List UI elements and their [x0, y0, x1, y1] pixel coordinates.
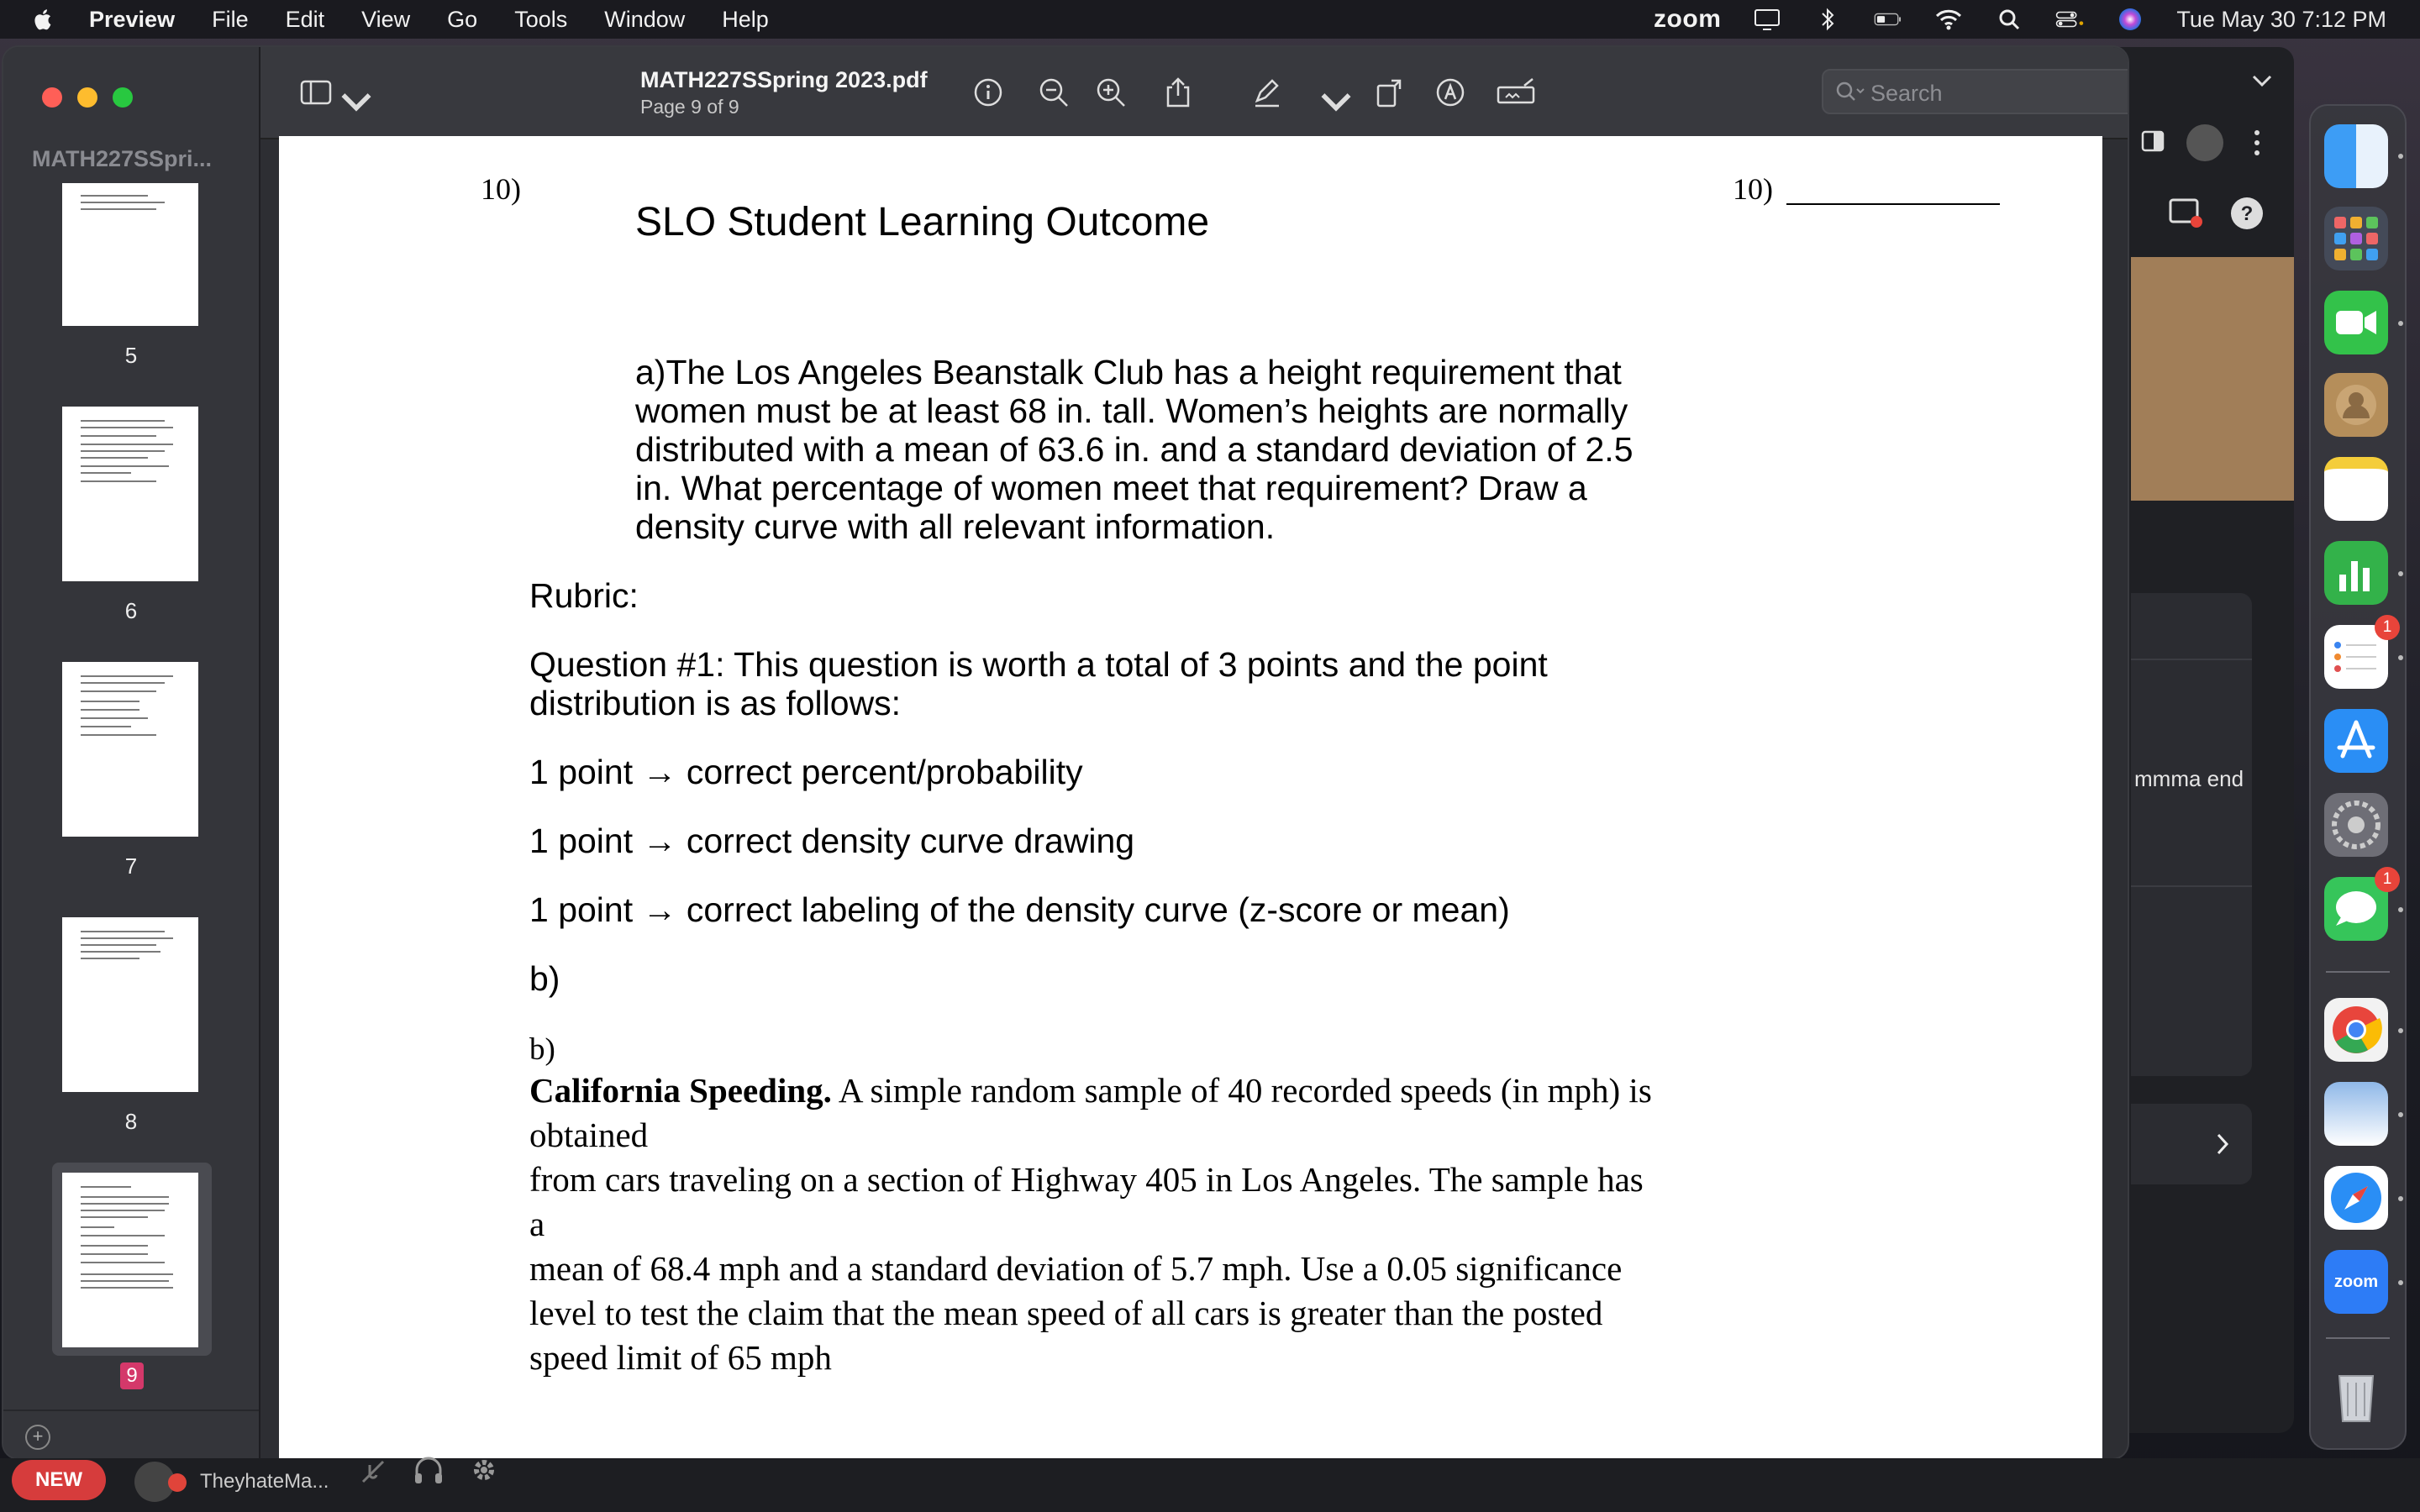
- page-number-label: 8: [124, 1109, 138, 1134]
- part-b-line: obtained: [529, 1116, 649, 1154]
- bluetooth-icon[interactable]: [1813, 7, 1842, 32]
- menu-view[interactable]: View: [361, 6, 411, 32]
- divider: [3, 1410, 259, 1411]
- messages-badge: 1: [2375, 867, 2400, 892]
- user-avatar[interactable]: [2186, 124, 2223, 161]
- next-button[interactable]: [2131, 1104, 2252, 1184]
- toolbar: [260, 47, 2128, 139]
- minimize-window-button[interactable]: [77, 87, 97, 108]
- page-number-label: 7: [124, 853, 138, 879]
- menu-tools[interactable]: Tools: [514, 6, 568, 32]
- zoom-out-icon[interactable]: [1037, 76, 1071, 109]
- running-indicator: [2398, 1196, 2403, 1201]
- section-heading: SLO Student Learning Outcome: [635, 200, 1210, 244]
- menu-window[interactable]: Window: [604, 6, 686, 32]
- part-b-title: California Speeding.: [529, 1071, 832, 1110]
- search-field[interactable]: [1822, 69, 2128, 114]
- zoom-window-button[interactable]: [113, 87, 133, 108]
- dock-separator: [2326, 971, 2390, 973]
- menu-edit[interactable]: Edit: [285, 6, 325, 32]
- preview-icon[interactable]: [2324, 1082, 2388, 1146]
- thumbnail-sidebar: [3, 47, 260, 1458]
- safari-icon[interactable]: [2324, 1166, 2388, 1230]
- siri-icon[interactable]: [2116, 7, 2144, 32]
- chevron-down-icon[interactable]: [2252, 74, 2272, 87]
- system-settings-icon[interactable]: [2324, 793, 2388, 857]
- screen-share-icon[interactable]: [1753, 7, 1781, 32]
- add-page-icon[interactable]: +: [25, 1425, 50, 1450]
- rubric-intro-line: Question #1: This question is worth a total of 3 points and the point: [529, 645, 1548, 684]
- rubric-label: Rubric:: [529, 576, 639, 615]
- sidebar-document-title: MATH227SSpri...: [32, 146, 213, 171]
- chrome-icon[interactable]: [2324, 998, 2388, 1062]
- part-a-line: density curve with all relevant information.: [635, 507, 1276, 546]
- settings-gear-icon[interactable]: [467, 1453, 501, 1487]
- sidebar-toggle-icon[interactable]: [2141, 129, 2165, 153]
- finder-icon[interactable]: [2324, 124, 2388, 188]
- part-b-line: mean of 68.4 mph and a standard deviation of 5.7 mph. Use a 0.05 significance: [529, 1249, 1623, 1288]
- part-b-label-serif: b): [529, 1032, 555, 1067]
- divider: [2131, 659, 2252, 660]
- screen-record-icon[interactable]: [2168, 197, 2205, 230]
- chevron-down-icon[interactable]: [1319, 86, 1353, 119]
- info-icon[interactable]: [971, 76, 1005, 109]
- question-number-left: 10): [481, 172, 521, 206]
- help-icon[interactable]: [2228, 195, 2265, 232]
- part-b-first-line: [529, 1068, 1652, 1112]
- numbers-icon[interactable]: [2324, 541, 2388, 605]
- menu-bar: [0, 0, 2420, 39]
- page-indicator: Page 9 of 9: [640, 96, 739, 118]
- menu-go[interactable]: Go: [447, 6, 478, 32]
- share-icon[interactable]: [1161, 76, 1195, 109]
- reminders-badge: 1: [2375, 615, 2400, 640]
- apple-menu-icon[interactable]: [32, 8, 52, 31]
- running-indicator: [2398, 1028, 2403, 1033]
- markup-icon[interactable]: [1434, 76, 1467, 109]
- dock-separator: [2326, 1337, 2390, 1339]
- part-b-line: a: [529, 1205, 545, 1243]
- running-indicator: [2398, 321, 2403, 326]
- user-name: TheyhateMa...: [200, 1470, 329, 1493]
- page-thumbnail-7[interactable]: [62, 662, 198, 837]
- contacts-icon[interactable]: [2324, 373, 2388, 437]
- svg-text:?: ?: [2240, 202, 2254, 225]
- rubric-intro-line: distribution is as follows:: [529, 684, 902, 722]
- part-b-label: b): [529, 959, 560, 998]
- signature-icon[interactable]: [1496, 76, 1538, 109]
- selected-page-number: 9: [120, 1362, 144, 1389]
- search-placeholder: Search: [1870, 81, 1943, 106]
- part-a-line: women must be at least 68 in. tall. Women’s heights are normally: [635, 391, 1628, 430]
- page-thumbnail-5[interactable]: [62, 183, 198, 326]
- wifi-icon[interactable]: [1934, 7, 1963, 32]
- part-a-line: a)The Los Angeles Beanstalk Club has a height requirement that: [635, 353, 1622, 391]
- part-b-line: speed limit of 65 mph: [529, 1338, 832, 1377]
- running-indicator: [2398, 571, 2403, 576]
- mute-icon[interactable]: [358, 1457, 388, 1487]
- more-options-icon[interactable]: [2252, 128, 2262, 158]
- launchpad-icon[interactable]: [2324, 207, 2388, 270]
- page-number-label: 5: [124, 343, 138, 368]
- page-thumbnail-8[interactable]: [62, 917, 198, 1092]
- video-panel: [2131, 257, 2294, 501]
- highlight-pen-icon[interactable]: [1250, 76, 1284, 109]
- document-title: MATH227SSpring 2023.pdf: [640, 67, 928, 92]
- dock: [2309, 104, 2407, 1450]
- menu-clock[interactable]: Tue May 30 7:12 PM: [2176, 6, 2386, 32]
- rubric-item: 1 point → correct percent/probability: [529, 753, 1083, 791]
- sidebar-view-icon[interactable]: [299, 76, 333, 109]
- part-b-line: A simple random sample of 40 recorded speeds (in mph) is: [831, 1071, 1652, 1110]
- new-button[interactable]: NEW: [12, 1460, 106, 1500]
- running-indicator: [2398, 1112, 2403, 1117]
- control-center-icon[interactable]: [2055, 7, 2084, 32]
- status-indicator: [168, 1473, 187, 1492]
- part-a-line: in. What percentage of women meet that requirement? Draw a: [635, 469, 1587, 507]
- part-a-line: distributed with a mean of 63.6 in. and a standard deviation of 2.5: [635, 430, 1634, 469]
- answer-blank-line: [1786, 203, 2000, 205]
- rubric-item: 1 point → correct density curve drawing: [529, 822, 1135, 860]
- chat-message-text: mmma end: [2134, 766, 2244, 791]
- page-number-label: 6: [124, 598, 138, 623]
- spotlight-search-icon[interactable]: [1995, 7, 2023, 32]
- close-window-button[interactable]: [42, 87, 62, 108]
- page-thumbnail-6[interactable]: [62, 407, 198, 581]
- notes-icon[interactable]: [2324, 457, 2388, 521]
- zoom-menu-extra[interactable]: zoom: [1654, 5, 1722, 33]
- page-thumbnail-9[interactable]: [62, 1173, 198, 1347]
- chevron-down-icon[interactable]: [339, 86, 373, 119]
- running-indicator: [2398, 1280, 2403, 1285]
- part-b-line: from cars traveling on a section of Highway 405 in Los Angeles. The sample has: [529, 1160, 1644, 1199]
- rubric-item: 1 point → correct labeling of the density curve (z-score or mean): [529, 890, 1510, 929]
- divider: [2131, 885, 2252, 887]
- menu-app-preview[interactable]: Preview: [89, 6, 176, 32]
- running-indicator: [2398, 907, 2403, 912]
- chat-panel: [2131, 593, 2252, 1076]
- app-store-icon[interactable]: [2324, 709, 2388, 773]
- search-icon: [1835, 81, 1865, 106]
- zoom-icon[interactable]: zoom: [2324, 1250, 2388, 1314]
- chevron-right-icon: [2215, 1132, 2230, 1156]
- facetime-icon[interactable]: [2324, 291, 2388, 354]
- menu-help[interactable]: Help: [722, 6, 769, 32]
- running-indicator: [2398, 154, 2403, 159]
- running-indicator: [2398, 655, 2403, 660]
- menu-file[interactable]: File: [212, 6, 249, 32]
- headphones-icon[interactable]: [412, 1453, 445, 1487]
- part-b-line: level to test the claim that the mean speed of all cars is greater than the posted: [529, 1294, 1603, 1332]
- rotate-icon[interactable]: [1373, 76, 1407, 109]
- question-number-right: 10): [1733, 172, 1773, 206]
- battery-icon[interactable]: [1874, 7, 1902, 32]
- zoom-in-icon[interactable]: [1094, 76, 1128, 109]
- trash-icon[interactable]: [2324, 1362, 2388, 1426]
